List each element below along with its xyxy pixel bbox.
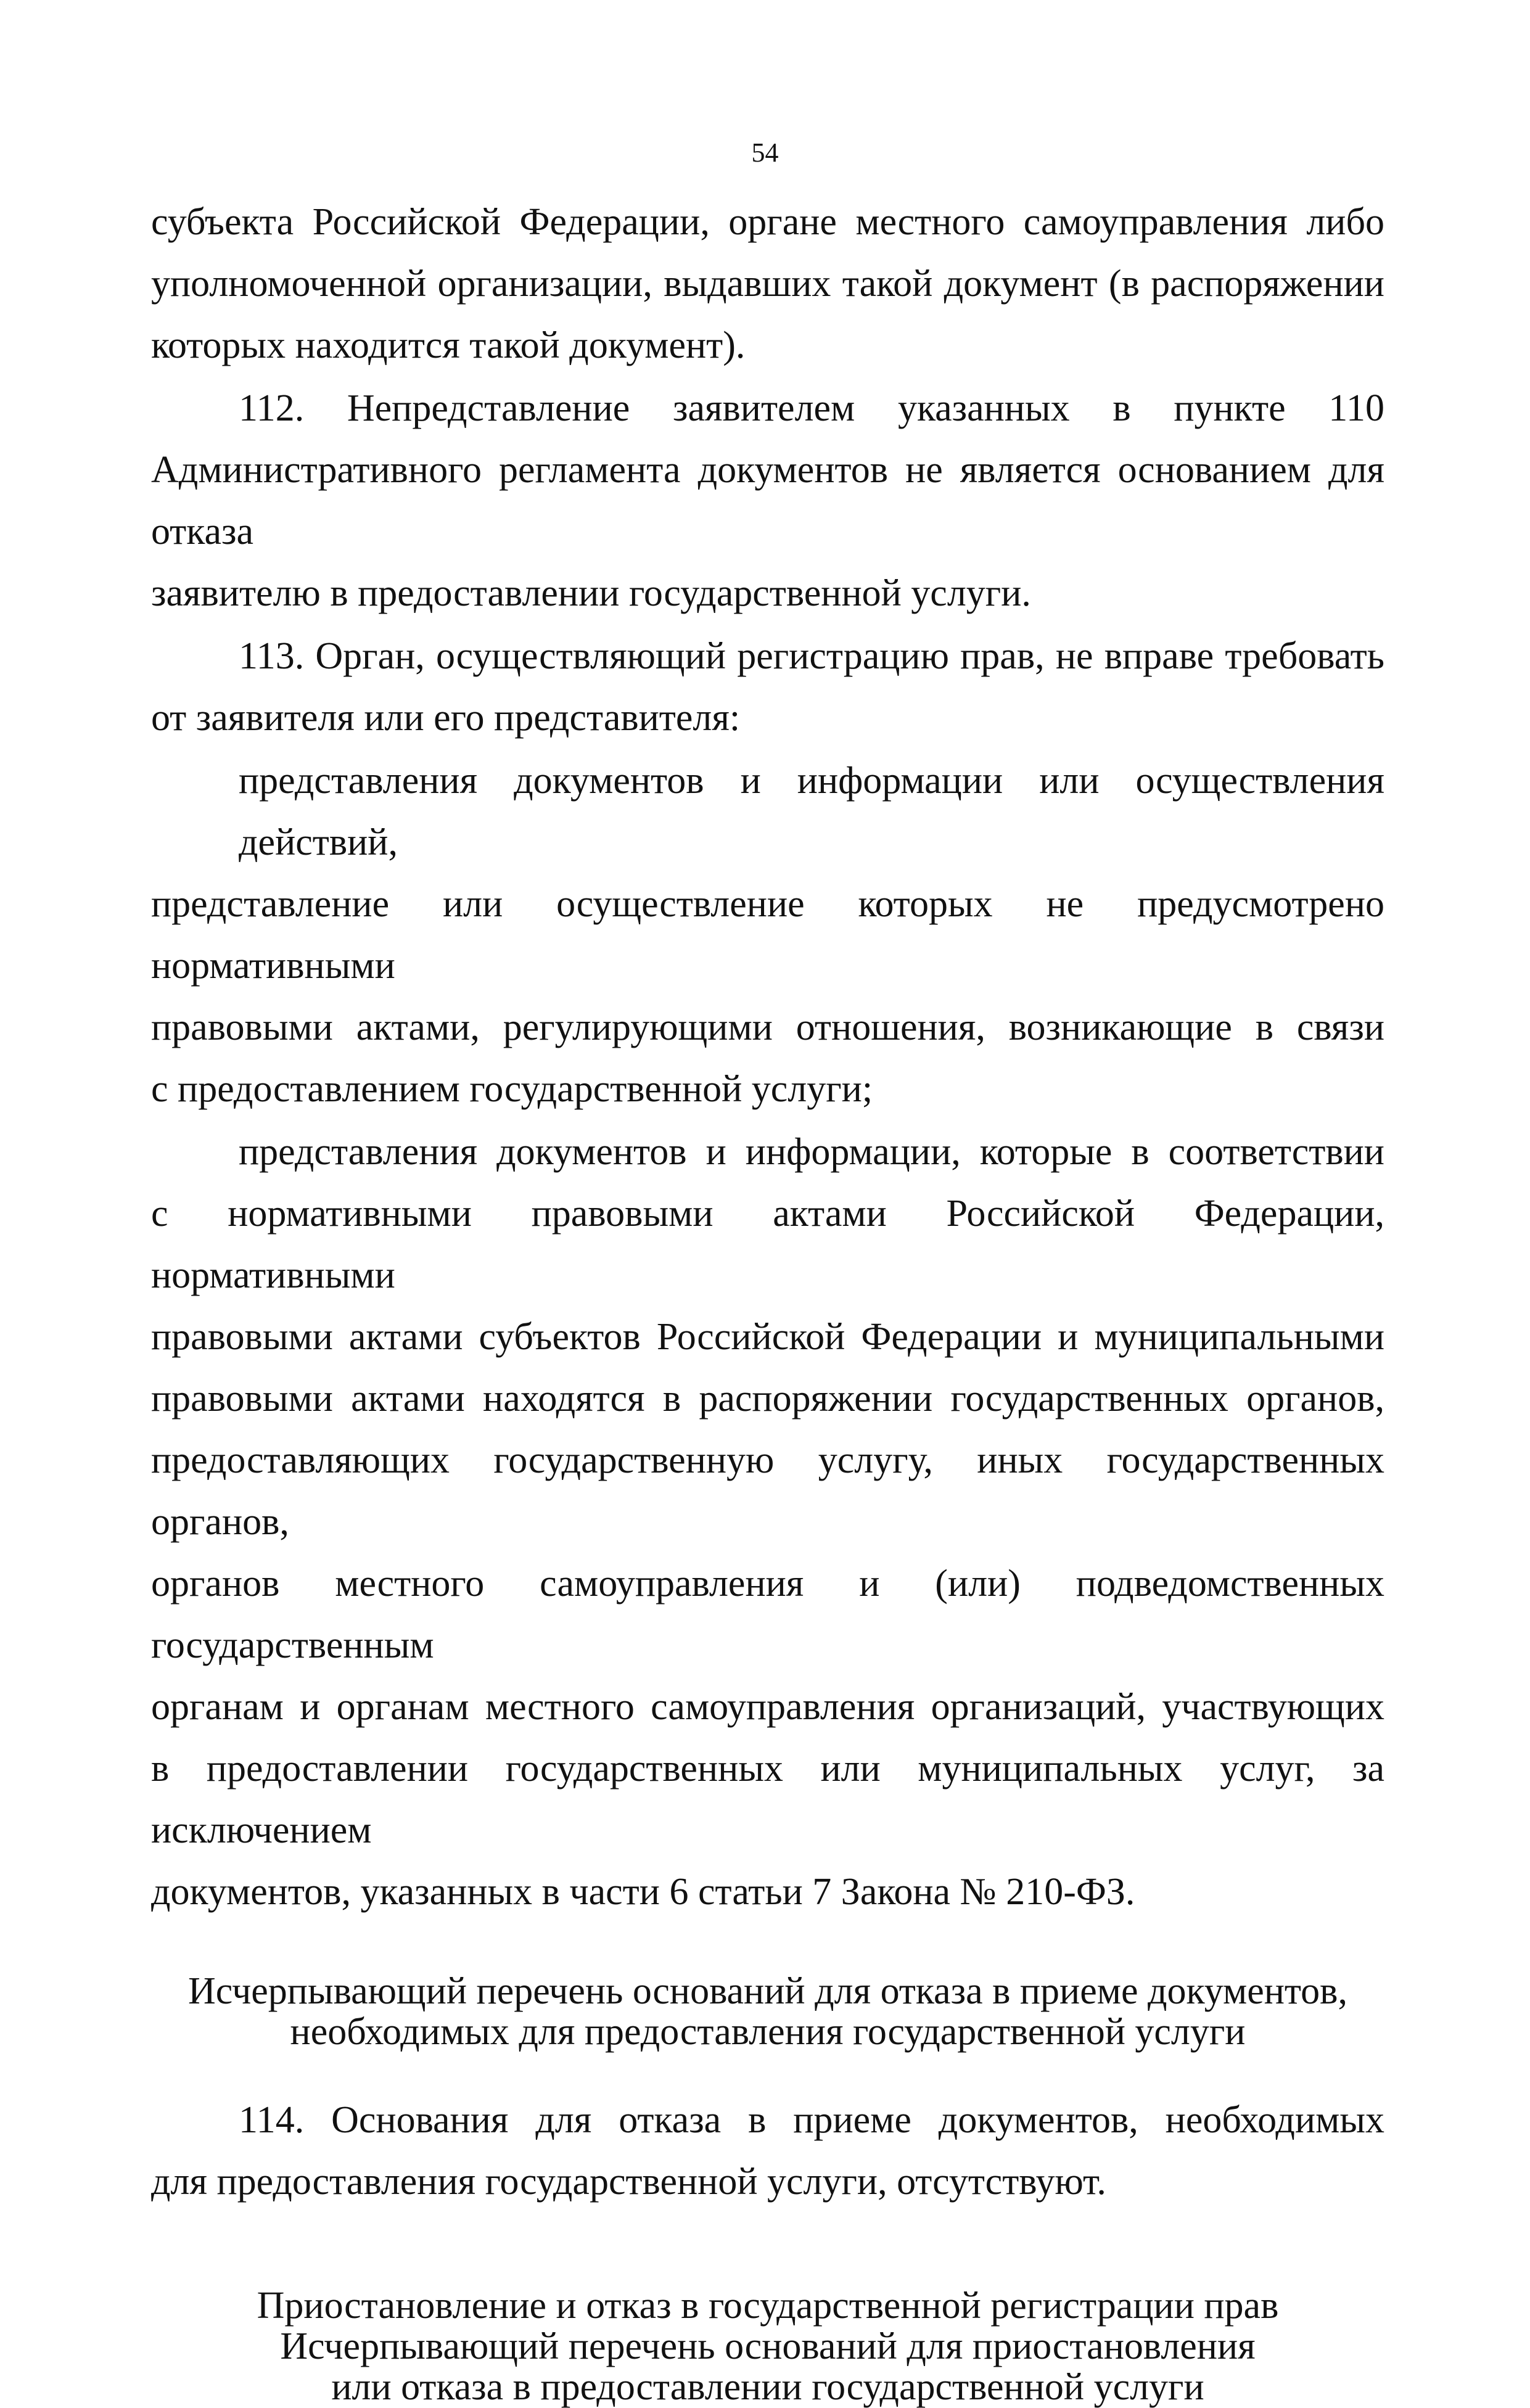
- paragraph-113-item-2: [151, 1121, 1384, 1923]
- paragraph-continuation: [151, 191, 1384, 376]
- text-line: с предоставлением государственной услуги;: [151, 1068, 873, 1110]
- heading-line: или отказа в предоставлении государственной услуги: [331, 2366, 1204, 2408]
- text-line: 113. Орган, осуществляющий регистрацию прав, не вправе требовать: [239, 635, 1384, 677]
- text-line: правовыми актами, регулирующими отношения, возникающие в связи: [151, 1006, 1384, 1048]
- section-heading-suspension: [151, 2285, 1384, 2407]
- page-number: 54: [751, 138, 779, 168]
- heading-line: Исчерпывающий перечень оснований для приостановления: [280, 2325, 1256, 2367]
- text-line: в предоставлении государственных или муниципальных услуг, за исключением: [151, 1748, 1384, 1851]
- text-line: от заявителя или его представителя:: [151, 697, 741, 739]
- text-line: Административного регламента документов не является основанием для отказа: [151, 449, 1384, 553]
- text-line: 112. Непредставление заявителем указанных в пункте 110: [239, 387, 1384, 429]
- text-line: предоставляющих государственную услугу, иных государственных органов,: [151, 1439, 1384, 1543]
- text-line: органов местного самоуправления и (или) подведомственных государственным: [151, 1563, 1384, 1666]
- text-line: правовыми актами субъектов Российской Федерации и муниципальными: [151, 1316, 1384, 1358]
- text-line: правовыми актами находятся в распоряжении государственных органов,: [151, 1378, 1384, 1420]
- paragraph-114: [151, 2089, 1384, 2213]
- text-line: которых находится такой документ).: [151, 324, 746, 366]
- text-line: с нормативными правовыми актами Российской Федерации, нормативными: [151, 1193, 1384, 1296]
- paragraph-114-line-2: для предоставления государственной услуги, отсутствуют.: [151, 2161, 1106, 2203]
- text-line: органам и органам местного самоуправления организаций, участвующих: [151, 1686, 1384, 1728]
- paragraph-113: [151, 625, 1384, 749]
- page-content: [151, 191, 1384, 2407]
- text-line: представления документов и информации, которые в соответствии: [239, 1131, 1384, 1173]
- text-line: документов, указанных в части 6 статьи 7 Закона № 210-ФЗ.: [151, 1871, 1135, 1913]
- heading-line: Приостановление и отказ в государственной регистрации прав: [257, 2285, 1279, 2327]
- paragraph-113-item-1: [151, 750, 1384, 1120]
- text-line: представление или осуществление которых не предусмотрено нормативными: [151, 883, 1384, 987]
- text-line: уполномоченной организации, выдавших такой документ (в распоряжении: [151, 263, 1384, 305]
- paragraph-112: [151, 377, 1384, 624]
- section-heading-refusal-grounds: [151, 1971, 1384, 2052]
- paragraph-114-line-1: 114. Основания для отказа в приеме документов, необходимых: [239, 2099, 1384, 2141]
- heading-line: Исчерпывающий перечень оснований для отказа в приеме документов,: [188, 1970, 1347, 2012]
- text-line: субъекта Российской Федерации, органе местного самоуправления либо: [151, 201, 1384, 243]
- heading-line: необходимых для предоставления государственной услуги: [290, 2011, 1246, 2053]
- text-line: заявителю в предоставлении государственной услуги.: [151, 572, 1031, 614]
- text-line: представления документов и информации или осуществления действий,: [239, 760, 1384, 863]
